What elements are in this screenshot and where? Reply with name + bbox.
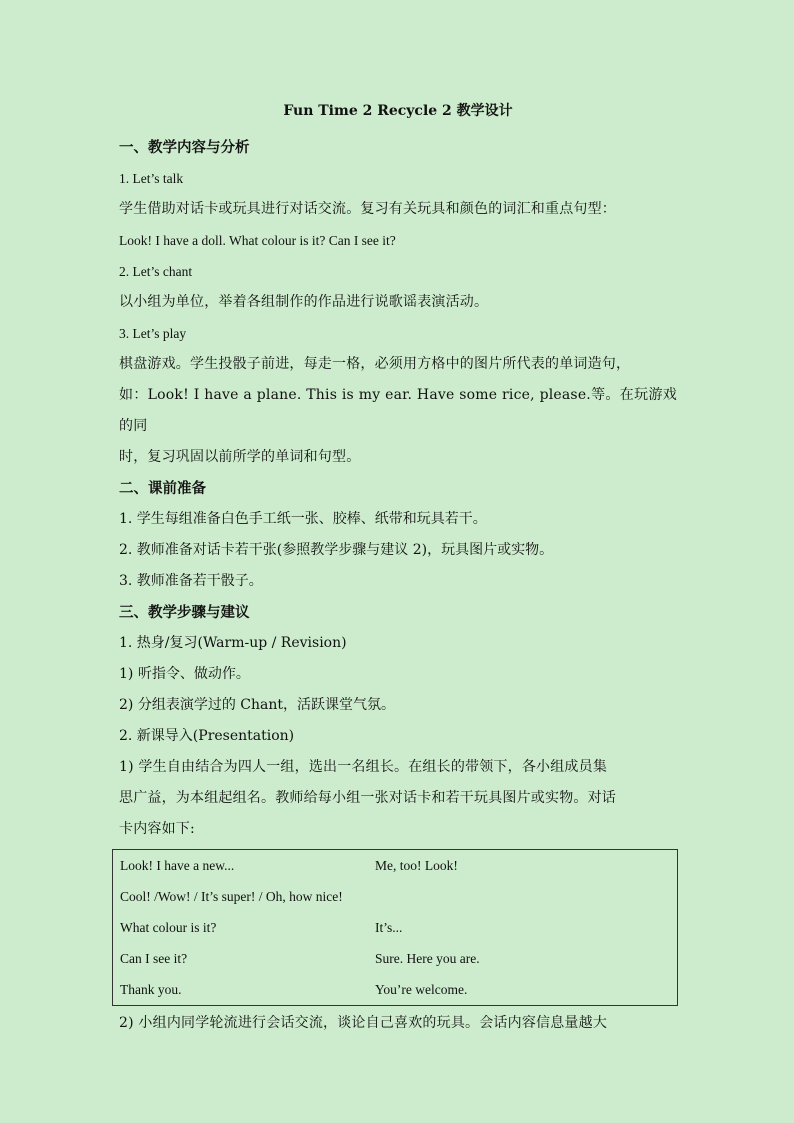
prep-item-3: 3. 教师准备若干骰子。 <box>119 573 263 589</box>
chant-description: 以小组为单位，举着各组制作的作品进行说歌谣表演活动。 <box>119 294 489 310</box>
play-description-line-2: 如：Look! I have a plane. This is my ear. Have some rice, please.等。在玩游戏的同 <box>119 387 677 434</box>
dialog-row <box>120 850 677 881</box>
prep-item-2: 2. 教师准备对话卡若干张(参照教学步骤与建议 2)，玩具图片或实物。 <box>119 542 554 558</box>
dialog-right: Me, too! Look! <box>375 858 458 873</box>
step-2: 2. 新课导入(Presentation) <box>119 728 295 744</box>
step-1-1: 1) 听指令、做动作。 <box>119 666 250 682</box>
step-1-2: 2) 分组表演学过的 Chant，活跃课堂气氛。 <box>119 697 395 713</box>
step-2-2: 2) 小组内同学轮流进行会话交流，谈论自己喜欢的玩具。会话内容信息量越大 <box>119 1015 608 1031</box>
step-1: 1. 热身/复习(Warm-up / Revision) <box>119 635 347 651</box>
talk-example: Look! I have a doll. What colour is it? Can I see it? <box>119 233 396 248</box>
dialog-card-box <box>112 849 678 1006</box>
dialog-right: It’s... <box>375 920 403 935</box>
dialog-left: What colour is it? <box>120 920 217 935</box>
dialog-row <box>120 974 677 1005</box>
section-heading-preparation: 二、课前准备 <box>119 480 206 497</box>
play-description-line-1: 棋盘游戏。学生投骰子前进，每走一格，必须用方格中的图片所代表的单词造句， <box>119 356 631 372</box>
dialog-row <box>120 943 677 974</box>
dialog-row <box>120 881 677 912</box>
step-2-1-line-2: 思广益，为本组起组名。教师给每小组一张对话卡和若干玩具图片或实物。对话 <box>119 790 616 806</box>
dialog-right: You’re welcome. <box>375 982 468 997</box>
play-description-line-3: 时，复习巩固以前所学的单词和句型。 <box>119 449 361 465</box>
chant-label: 2. Let’s chant <box>119 264 193 279</box>
document-page <box>119 100 677 1039</box>
dialog-left: Thank you. <box>120 982 182 997</box>
section-heading-content: 一、教学内容与分析 <box>119 139 250 156</box>
dialog-left: Can I see it? <box>120 951 188 966</box>
dialog-row <box>120 912 677 943</box>
play-label: 3. Let’s play <box>119 326 187 341</box>
dialog-left: Look! I have a new... <box>120 858 235 873</box>
prep-item-1: 1. 学生每组准备白色手工纸一张、胶棒、纸带和玩具若干。 <box>119 511 487 527</box>
document-title: Fun Time 2 Recycle 2 教学设计 <box>283 103 513 119</box>
talk-description: 学生借助对话卡或玩具进行对话交流。复习有关玩具和颜色的词汇和重点句型： <box>119 201 616 217</box>
section-heading-steps: 三、教学步骤与建议 <box>119 604 250 621</box>
step-2-1-line-1: 1) 学生自由结合为四人一组，选出一名组长。在组长的带领下，各小组成员集 <box>119 759 608 775</box>
talk-label: 1. Let’s talk <box>119 171 184 186</box>
step-2-1-line-3: 卡内容如下: <box>119 821 195 837</box>
dialog-right: Sure. Here you are. <box>375 951 480 966</box>
dialog-left: Cool! /Wow! / It’s super! / Oh, how nice! <box>120 889 343 904</box>
